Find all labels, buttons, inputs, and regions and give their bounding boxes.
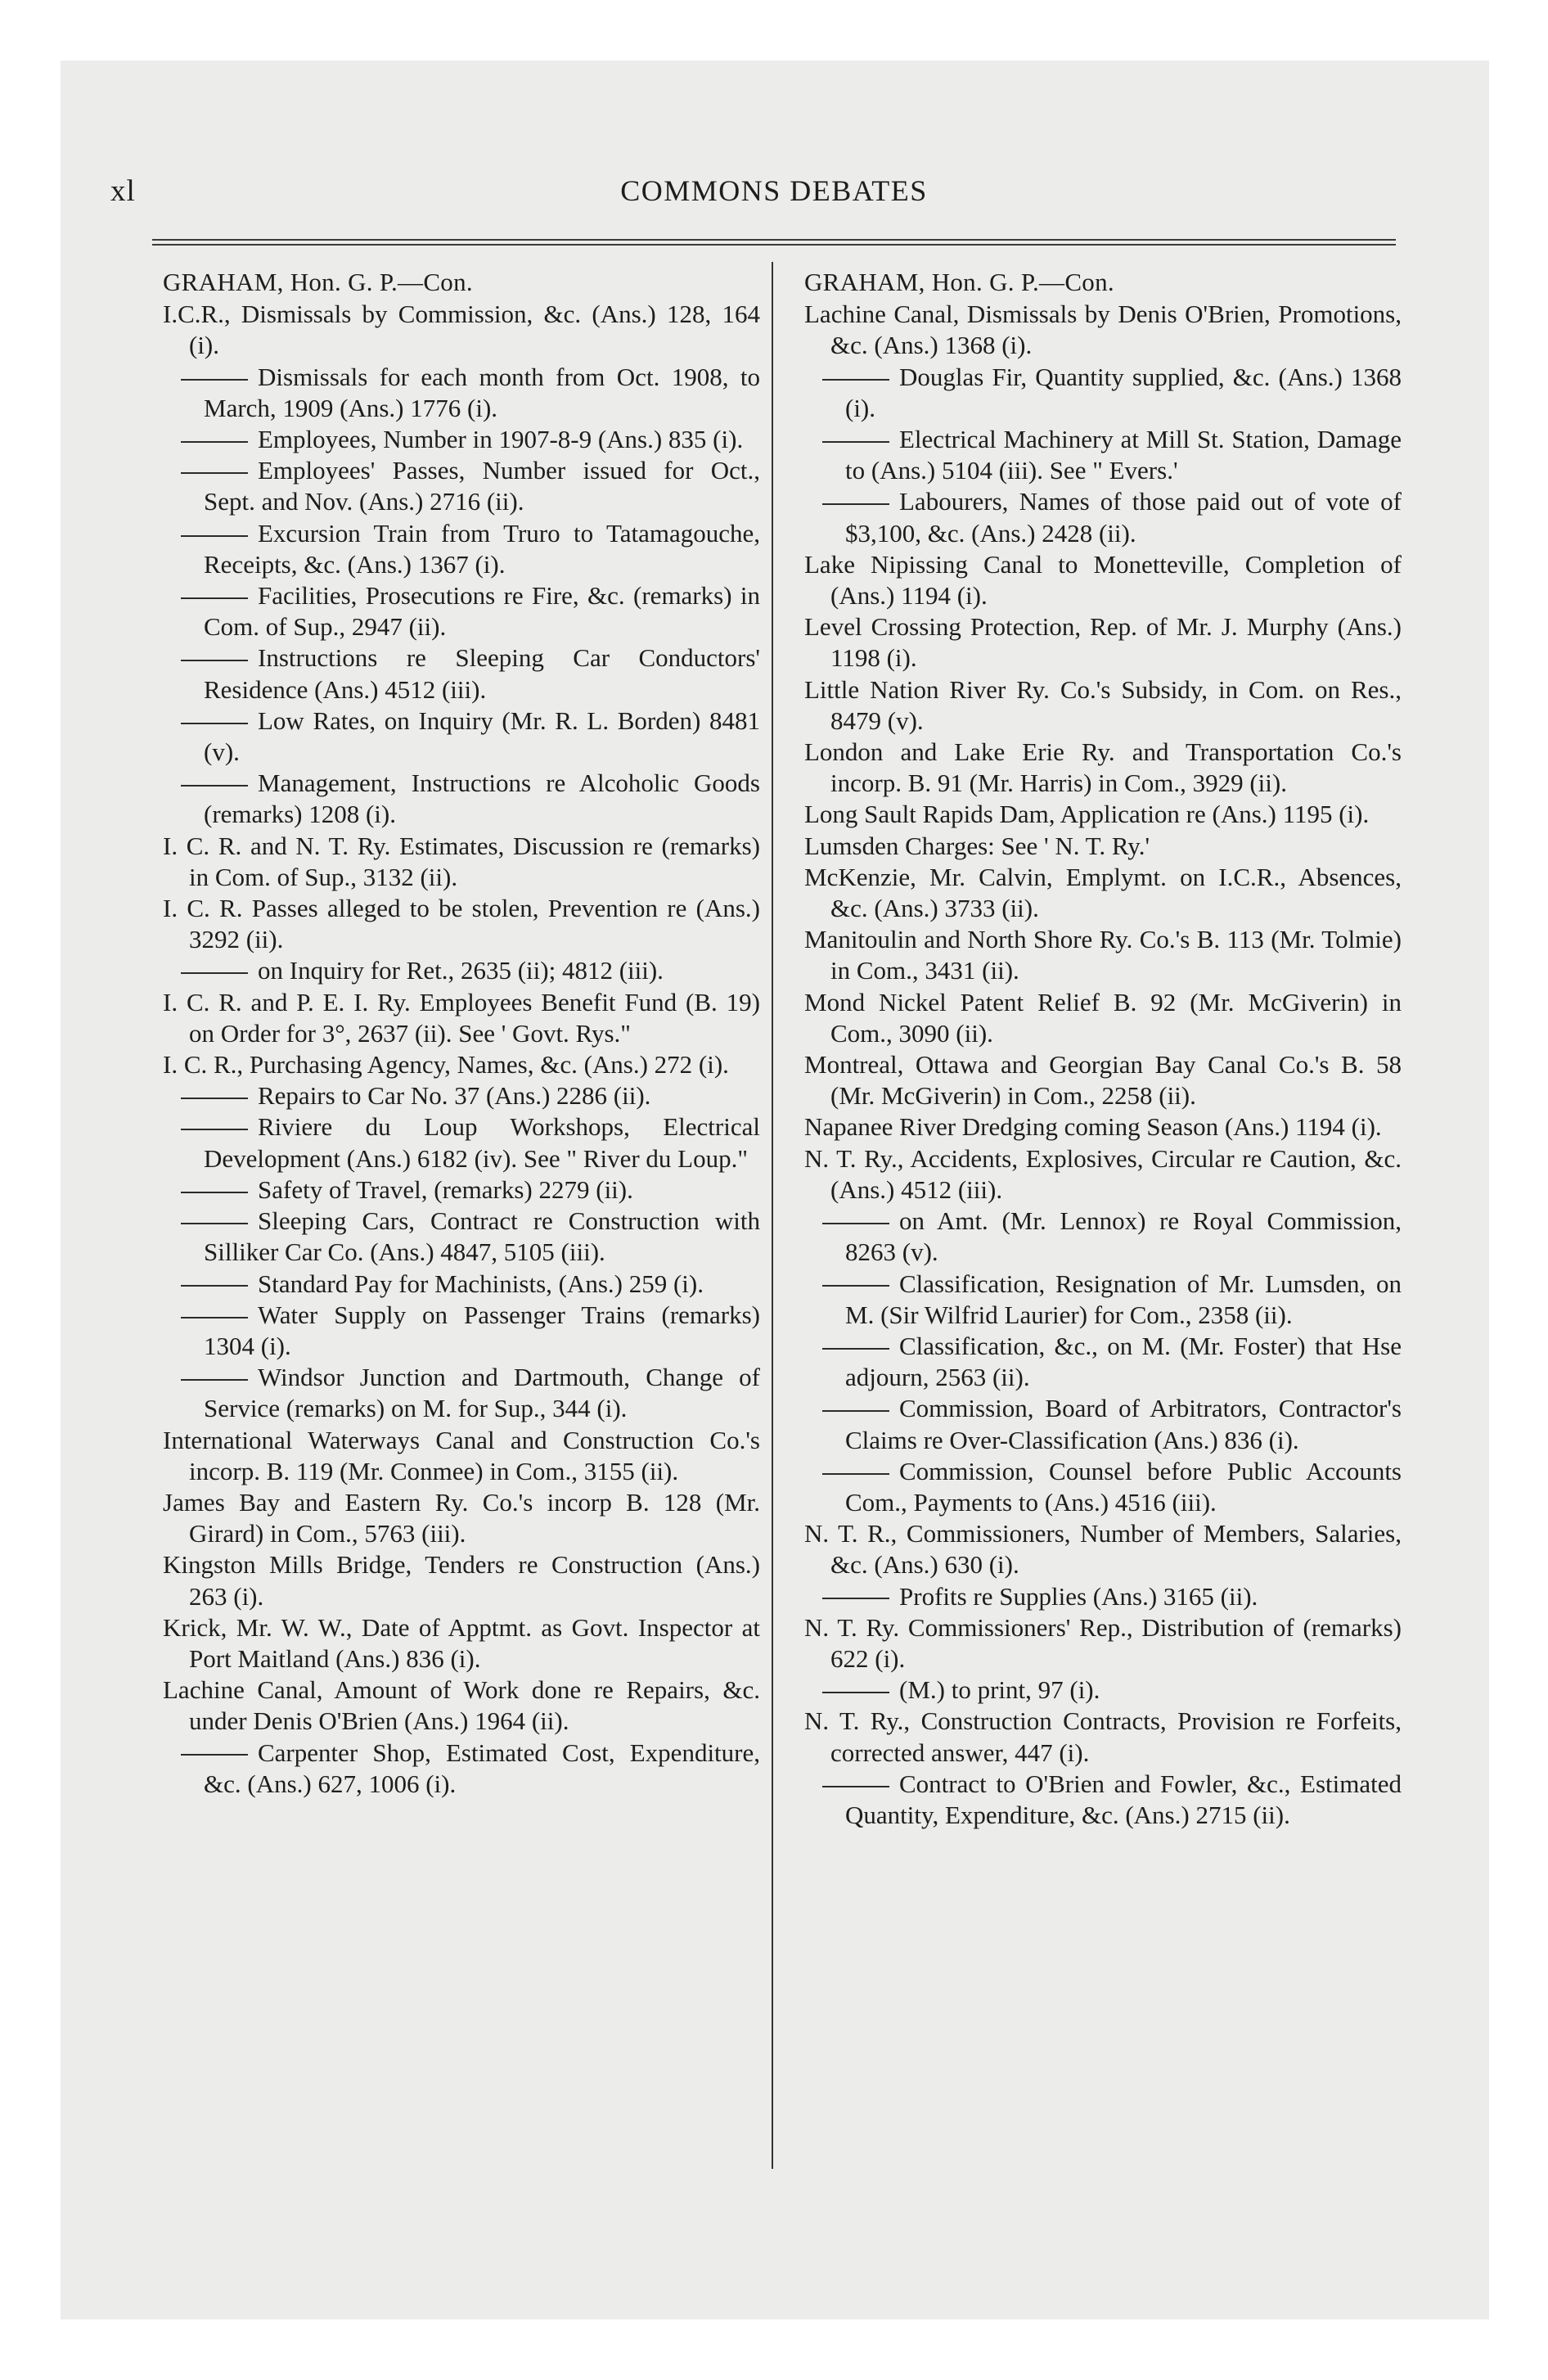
entry-text: Management, Instructions re Alcoholic Goods (remarks) 1208 (i). [204, 769, 760, 829]
entry-text: Dismissals for each month from Oct. 1908, to March, 1909 (Ans.) 1776 (i). [204, 362, 760, 422]
entry-text: N. T. Ry., Accidents, Explosives, Circular re Caution, &c. (Ans.) 4512 (iii). [804, 1143, 1402, 1204]
ditto-dash [181, 1754, 248, 1756]
index-entry [804, 737, 1402, 799]
entry-text: Long Sault Rapids Dam, Application re (Ans.) 1195 (i). [804, 800, 1370, 829]
ditto-dash [822, 1598, 889, 1599]
ditto-dash [181, 1223, 248, 1224]
header-rule-bottom [152, 244, 1396, 246]
entry-text: Carpenter Shop, Estimated Cost, Expenditure, &c. (Ans.) 627, 1006 (i). [204, 1738, 760, 1798]
entry-text: International Waterways Canal and Construction Co.'s incorp. B. 119 (Mr. Conmee) in Com., 3155 (ii). [163, 1425, 760, 1485]
index-subentry [804, 1269, 1402, 1331]
entry-text: Lake Nipissing Canal to Monetteville, Completion of (Ans.) 1194 (i). [804, 549, 1402, 611]
header-rule-top [152, 239, 1396, 241]
index-subentry [804, 1675, 1402, 1706]
index-subentry [163, 362, 760, 424]
ditto-dash [822, 379, 889, 381]
index-subentry [163, 1269, 760, 1300]
entry-text: Krick, Mr. W. W., Date of Apptmt. as Govt. Inspector at Port Maitland (Ans.) 836 (i). [163, 1612, 760, 1673]
index-entry [163, 299, 760, 361]
index-entry [804, 674, 1402, 737]
column-heading: GRAHAM, Hon. G. P.—Con. [163, 268, 473, 296]
index-subentry [163, 1206, 760, 1268]
index-entry [163, 1549, 760, 1611]
index-entry [804, 611, 1402, 674]
index-entry [163, 893, 760, 955]
entry-text: Employees' Passes, Number issued for Oct., Sept. and Nov. (Ans.) 2716 (ii). [204, 456, 760, 516]
index-entry [804, 799, 1402, 830]
index-subentry [804, 1456, 1402, 1518]
ditto-dash [822, 503, 889, 505]
index-entry [804, 862, 1402, 924]
index-subentry [163, 455, 760, 517]
entry-text: Repairs to Car No. 37 (Ans.) 2286 (ii). [258, 1081, 651, 1111]
index-subentry [163, 1362, 760, 1424]
ditto-dash [181, 472, 248, 474]
entry-text: Sleeping Cars, Contract re Construction with Silliker Car Co. (Ans.) 4847, 5105 (iii). [204, 1206, 760, 1267]
entry-text: I. C. R. and N. T. Ry. Estimates, Discussion re (remarks) in Com. of Sup., 3132 (ii). [163, 831, 760, 891]
running-title: COMMONS DEBATES [620, 174, 928, 207]
index-subentry [163, 1111, 760, 1174]
index-subentry [163, 580, 760, 642]
entry-text: Little Nation River Ry. Co.'s Subsidy, in Com. on Res., 8479 (v). [804, 674, 1402, 735]
index-subentry [163, 518, 760, 580]
index-entry [163, 1612, 760, 1675]
right-column [804, 267, 1402, 1831]
ditto-dash [181, 1192, 248, 1193]
ditto-dash [822, 1223, 889, 1224]
ditto-dash [822, 1692, 889, 1693]
index-subentry [804, 1769, 1402, 1831]
ditto-dash [181, 1129, 248, 1130]
ditto-dash [822, 1786, 889, 1787]
entry-text: Mond Nickel Patent Relief B. 92 (Mr. McGiverin) in Com., 3090 (ii). [804, 987, 1402, 1048]
column-divider [772, 262, 773, 2169]
entry-text: N. T. Ry. Commissioners' Rep., Distribution of (remarks) 622 (i). [804, 1612, 1402, 1673]
entry-text: James Bay and Eastern Ry. Co.'s incorp B. 128 (Mr. Girard) in Com., 5763 (iii). [163, 1487, 760, 1548]
index-entry [163, 1487, 760, 1549]
index-entry [804, 1612, 1402, 1675]
entry-text: I. C. R. and P. E. I. Ry. Employees Benefit Fund (B. 19) on Order for 3°, 2637 (ii). See ' Govt. Rys." [163, 987, 760, 1048]
entry-text: Standard Pay for Machinists, (Ans.) 259 (i). [258, 1269, 704, 1298]
index-entry [804, 1518, 1402, 1580]
entry-text: Kingston Mills Bridge, Tenders re Construction (Ans.) 263 (i). [163, 1550, 760, 1611]
index-subentry [163, 1080, 760, 1111]
ditto-dash [822, 441, 889, 443]
entry-text: Profits re Supplies (Ans.) 3165 (ii). [899, 1581, 1258, 1611]
entry-text: Low Rates, on Inquiry (Mr. R. L. Borden) 8481 (v). [204, 705, 760, 767]
entry-text: Level Crossing Protection, Rep. of Mr. J. Murphy (Ans.) 1198 (i). [804, 612, 1402, 673]
ditto-dash [181, 785, 248, 787]
entry-text: Napanee River Dredging coming Season (Ans.) 1194 (i). [804, 1112, 1382, 1142]
ditto-dash [181, 1285, 248, 1287]
ditto-dash [181, 723, 248, 724]
index-entry [163, 1675, 760, 1737]
index-subentry [163, 768, 760, 830]
entry-text: Lumsden Charges: See ' N. T. Ry.' [804, 831, 1150, 860]
entry-text: Safety of Travel, (remarks) 2279 (ii). [258, 1174, 633, 1204]
entry-text: Windsor Junction and Dartmouth, Change of Service (remarks) on M. for Sup., 344 (i). [204, 1363, 760, 1423]
index-subentry [163, 642, 760, 705]
entry-text: (M.) to print, 97 (i). [899, 1675, 1100, 1705]
entry-text: Facilities, Prosecutions re Fire, &c. (remarks) in Com. of Sup., 2947 (ii). [204, 581, 760, 642]
index-entry [163, 1049, 760, 1080]
index-entry [804, 1706, 1402, 1768]
index-entry [163, 1425, 760, 1487]
index-subentry [163, 705, 760, 768]
entry-text: Douglas Fir, Quantity supplied, &c. (Ans.) 1368 (i). [845, 362, 1402, 422]
entry-list [163, 299, 760, 1800]
ditto-dash [181, 597, 248, 599]
entry-text: I.C.R., Dismissals by Commission, &c. (Ans.) 128, 164 (i). [163, 300, 760, 360]
entry-text: Excursion Train from Truro to Tatamagouche, Receipts, &c. (Ans.) 1367 (i). [204, 518, 760, 579]
index-entry [163, 987, 760, 1049]
ditto-dash [181, 1379, 248, 1381]
index-subentry [804, 1581, 1402, 1612]
index-subentry [163, 955, 760, 986]
ditto-dash [181, 1098, 248, 1099]
entry-text: Riviere du Loup Workshops, Electrical Development (Ans.) 6182 (iv). See " River du Loup." [204, 1112, 760, 1173]
left-column [163, 267, 760, 1800]
entry-text: London and Lake Erie Ry. and Transportation Co.'s incorp. B. 91 (Mr. Harris) in Com., 3929 (ii). [804, 737, 1402, 798]
entry-text: McKenzie, Mr. Calvin, Emplymt. on I.C.R., Absences, &c. (Ans.) 3733 (ii). [804, 862, 1402, 923]
ditto-dash [822, 1285, 889, 1287]
index-subentry [163, 424, 760, 455]
entry-text: on Amt. (Mr. Lennox) re Royal Commission, 8263 (v). [845, 1206, 1402, 1267]
index-entry [804, 1143, 1402, 1206]
index-entry [804, 924, 1402, 986]
column-heading: GRAHAM, Hon. G. P.—Con. [804, 268, 1114, 296]
ditto-dash [181, 660, 248, 661]
entry-text: Lachine Canal, Amount of Work done re Repairs, &c. under Denis O'Brien (Ans.) 1964 (ii). [163, 1675, 760, 1736]
ditto-dash [822, 1410, 889, 1412]
ditto-dash [181, 379, 248, 381]
entry-text: Manitoulin and North Shore Ry. Co.'s B. 113 (Mr. Tolmie) in Com., 3431 (ii). [804, 925, 1402, 985]
entry-text: Classification, &c., on M. (Mr. Foster) that Hse adjourn, 2563 (ii). [845, 1331, 1402, 1392]
entry-text: Commission, Board of Arbitrators, Contractor's Claims re Over-Classification (Ans.) 836 (i). [845, 1394, 1402, 1454]
ditto-dash [822, 1348, 889, 1350]
entry-text: Labourers, Names of those paid out of vote of $3,100, &c. (Ans.) 2428 (ii). [845, 487, 1402, 548]
entry-text: I. C. R., Purchasing Agency, Names, &c. (Ans.) 272 (i). [163, 1050, 729, 1080]
index-subentry [804, 424, 1402, 486]
index-entry [804, 299, 1402, 361]
index-entry [804, 831, 1402, 862]
index-subentry [163, 1738, 760, 1800]
index-entry [804, 1049, 1402, 1111]
index-entry [804, 987, 1402, 1049]
index-subentry [804, 1393, 1402, 1455]
entry-text: Classification, Resignation of Mr. Lumsden, on M. (Sir Wilfrid Laurier) for Com., 2358 (ii). [845, 1269, 1402, 1329]
ditto-dash [181, 535, 248, 537]
index-entry [163, 831, 760, 893]
index-subentry [804, 362, 1402, 424]
index-subentry [804, 1331, 1402, 1393]
index-subentry [163, 1174, 760, 1206]
entry-text: N. T. R., Commissioners, Number of Members, Salaries, &c. (Ans.) 630 (i). [804, 1519, 1402, 1580]
entry-text: Montreal, Ottawa and Georgian Bay Canal Co.'s B. 58 (Mr. McGiverin) in Com., 2258 (ii). [804, 1050, 1402, 1111]
entry-text: Employees, Number in 1907-8-9 (Ans.) 835 (i). [258, 425, 744, 454]
entry-text: Lachine Canal, Dismissals by Denis O'Brien, Promotions, &c. (Ans.) 1368 (i). [804, 300, 1402, 360]
page-number: xl [110, 174, 136, 208]
entry-list [804, 299, 1402, 1831]
ditto-dash [822, 1473, 889, 1475]
index-subentry [804, 1206, 1402, 1268]
ditto-dash [181, 1317, 248, 1318]
index-entry [804, 1111, 1402, 1143]
entry-text: Water Supply on Passenger Trains (remarks) 1304 (i). [204, 1300, 760, 1360]
entry-text: Instructions re Sleeping Car Conductors' Residence (Ans.) 4512 (iii). [204, 643, 760, 704]
ditto-dash [181, 441, 248, 443]
index-subentry [804, 486, 1402, 548]
entry-text: Electrical Machinery at Mill St. Station, Damage to (Ans.) 5104 (iii). See " Evers.' [845, 425, 1402, 485]
index-entry [804, 549, 1402, 611]
entry-text: N. T. Ry., Construction Contracts, Provision re Forfeits, corrected answer, 447 (i). [804, 1706, 1402, 1767]
index-subentry [163, 1300, 760, 1362]
entry-text: on Inquiry for Ret., 2635 (ii); 4812 (iii). [258, 956, 664, 985]
entry-text: Commission, Counsel before Public Accounts Com., Payments to (Ans.) 4516 (iii). [845, 1456, 1402, 1517]
entry-text: I. C. R. Passes alleged to be stolen, Prevention re (Ans.) 3292 (ii). [163, 894, 760, 954]
ditto-dash [181, 972, 248, 974]
entry-text: Contract to O'Brien and Fowler, &c., Estimated Quantity, Expenditure, &c. (Ans.) 2715 (ii). [845, 1769, 1402, 1829]
